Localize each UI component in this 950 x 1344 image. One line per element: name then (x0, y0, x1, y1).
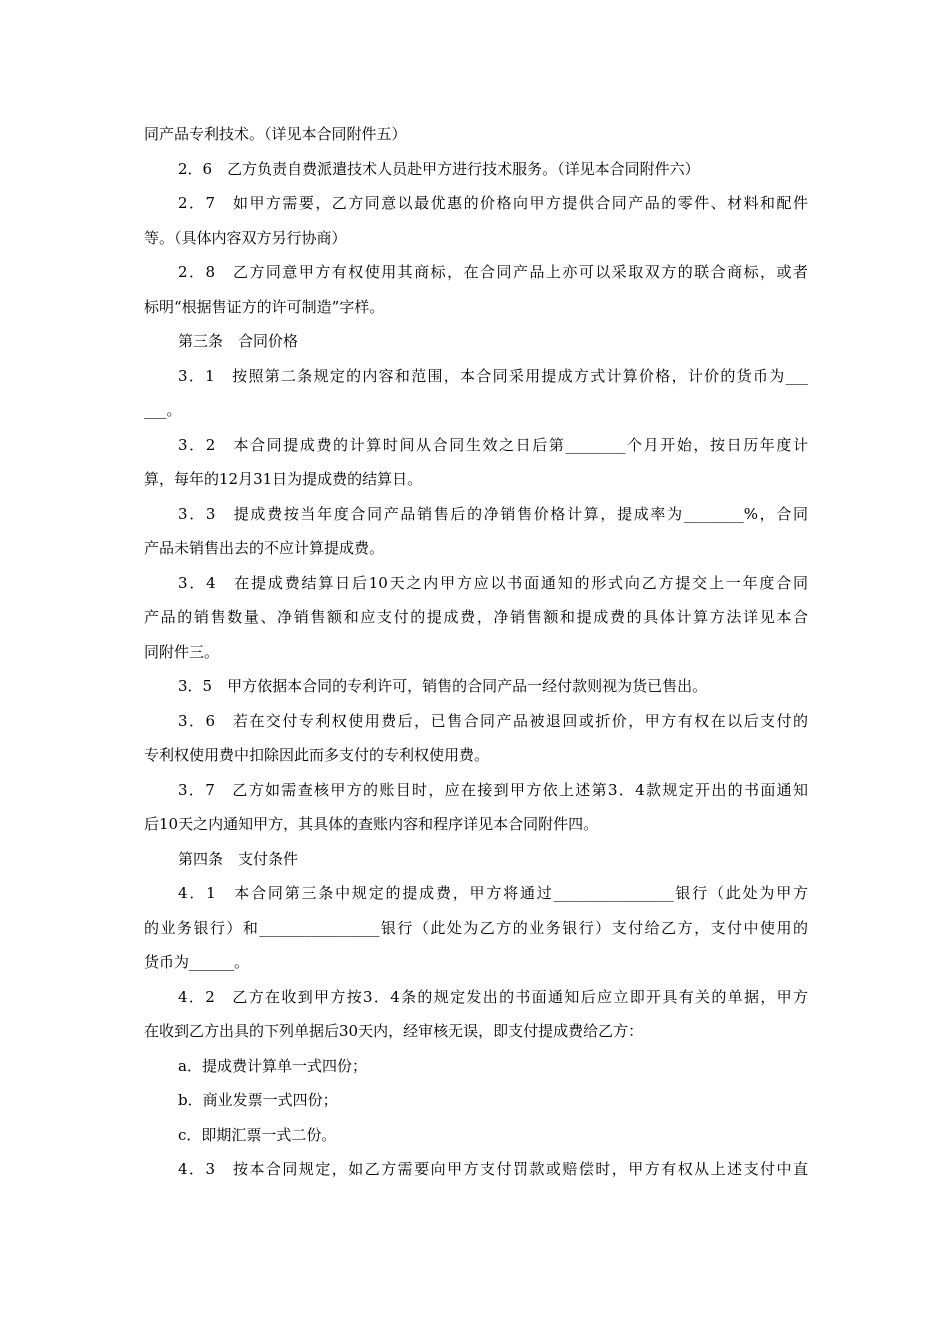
text-line: 等。（具体内容双方另行协商） (144, 228, 347, 247)
text-line: 同产品专利技术。（详见本合同附件五） (144, 125, 407, 143)
text-line: 专利权使用费中扣除因此而多支付的专利权使用费。 (144, 746, 490, 764)
text-line: 4．2 乙方在收到甲方按3．4条的规定发出的书面通知后应立即开具有关的单据，甲方 (178, 987, 808, 1006)
text-line: 2．8 乙方同意甲方有权使用其商标，在合同产品上亦可以采取双方的联合商标，或者 (178, 263, 808, 281)
text-line: 产品的销售数量、净销售额和应支付的提成费，净销售额和提成费的具体计算方法详见本合 (144, 608, 808, 626)
text-line: 3．6 若在交付专利权使用费后，已售合同产品被退回或折价，甲方有权在以后支付的 (178, 711, 808, 730)
text-line: 4．3 按本合同规定，如乙方需要向甲方支付罚款或赔偿时，甲方有权从上述支付中直 (178, 1160, 808, 1178)
text-line: b．商业发票一式四份； (178, 1091, 338, 1109)
text-line: 3．2 本合同提成费的计算时间从合同生效之日后第________个月开始，按日历年度计 (178, 435, 808, 454)
text-line: 第四条 支付条件 (178, 849, 299, 868)
text-line: 3．4 在提成费结算日后10天之内甲方应以书面通知的形式向乙方提交上一年度合同 (178, 573, 808, 592)
text-line: 第三条 合同价格 (178, 332, 299, 350)
text-line: 3．5 甲方依据本合同的专利许可，销售的合同产品一经付款则视为货已售出。 (178, 677, 708, 695)
text-line: 后10天之内通知甲方，其具体的查账内容和程序详见本合同附件四。 (144, 815, 599, 833)
text-line: a．提成费计算单一式四份； (178, 1056, 367, 1075)
text-line: 货币为______。 (144, 953, 250, 971)
text-line: 算，每年的12月31日为提成费的结算日。 (144, 470, 423, 488)
text-line: 4．1 本合同第三条中规定的提成费，甲方将通过________________银行（此处为甲方 (178, 884, 808, 902)
text-line: c．即期汇票一式二份。 (178, 1125, 337, 1144)
text-line: 2．6 乙方负责自费派遣技术人员赴甲方进行技术服务。（详见本合同附件六） (178, 159, 700, 178)
document-body (144, 117, 808, 1187)
text-line: 在收到乙方出具的下列单据后30天内，经审核无误，即支付提成费给乙方： (144, 1022, 644, 1040)
text-line: 2．7 如甲方需要，乙方同意以最优惠的价格向甲方提供合同产品的零件、材料和配件 (178, 194, 808, 212)
text-line: 产品未销售出去的不应计算提成费。 (144, 539, 385, 557)
text-line: 的业务银行）和________________银行（此处为乙方的业务银行）支付给乙方，支付中使用的 (144, 918, 808, 937)
text-line: 3．3 提成费按当年度合同产品销售后的净销售价格计算，提成率为________%，合同 (178, 504, 808, 523)
text-line: 3．1 按照第二条规定的内容和范围，本合同采用提成方式计算价格，计价的货币为___ (178, 366, 808, 385)
text-line: 3．7 乙方如需查核甲方的账目时，应在接到甲方依上述第3．4款规定开出的书面通知 (178, 780, 808, 799)
text-line: 标明“根据售证方的许可制造”字样。 (144, 297, 385, 316)
text-line: 同附件三。 (144, 642, 220, 661)
text-line: ___。 (144, 401, 182, 419)
